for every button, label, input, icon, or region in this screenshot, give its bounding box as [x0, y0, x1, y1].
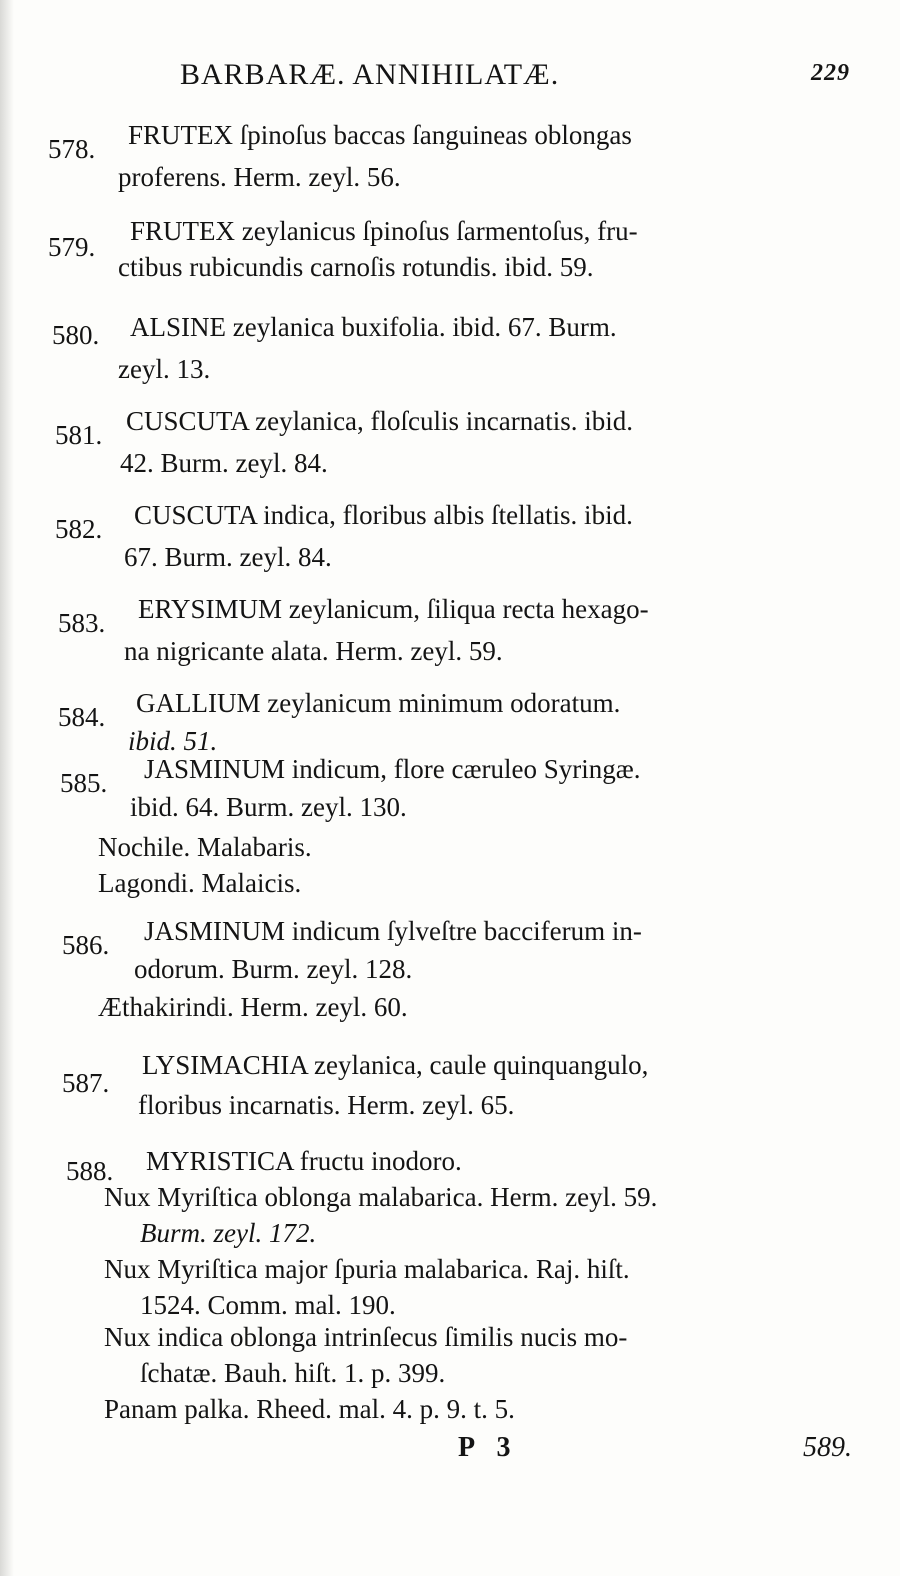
- entry-number: 584.: [58, 702, 106, 732]
- entry-line: Æthakirindi. Herm. zeyl. 60.: [98, 992, 408, 1022]
- entry-line: zeyl. 13.: [118, 354, 211, 384]
- entry-line: JASMINUM indicum, flore cæruleo Syringæ.: [144, 754, 641, 784]
- entry-number: 578.: [48, 134, 96, 164]
- entry-line: CUSCUTA zeylanica, floſculis incarnatis. ibid.: [126, 406, 633, 436]
- entry-line: Nux Myriſtica major ſpuria malabarica. Raj. hiſt.: [104, 1254, 630, 1284]
- entry-line: ſchatæ. Bauh. hiſt. 1. p. 399.: [140, 1358, 446, 1388]
- entry-line: LYSIMACHIA zeylanica, caule quinquangulo,: [142, 1050, 649, 1080]
- entry-number: 581.: [55, 420, 103, 450]
- entry-line: FRUTEX zeylanicus ſpinoſus ſarmentoſus, fru-: [130, 216, 638, 246]
- entry-line: ERYSIMUM zeylanicum, ſiliqua recta hexago-: [138, 594, 649, 624]
- entry-line: CUSCUTA indica, floribus albis ſtellatis. ibid.: [134, 500, 633, 530]
- entry-line: Nux indica oblonga intrinſecus ſimilis nucis mo-: [104, 1322, 628, 1352]
- entry-line: ctibus rubicundis carnoſis rotundis. ibid. 59.: [118, 252, 594, 282]
- page-header: [180, 58, 850, 98]
- entry-number: 588.: [66, 1156, 114, 1186]
- entry-line: 1524. Comm. mal. 190.: [140, 1290, 396, 1320]
- entry-line: Burm. zeyl. 172.: [140, 1218, 317, 1248]
- entry-number: 583.: [58, 608, 106, 638]
- entry-number: 586.: [62, 930, 110, 960]
- page-number: 229: [811, 60, 850, 86]
- entry-line: 67. Burm. zeyl. 84.: [124, 542, 332, 572]
- entry-line: proferens. Herm. zeyl. 56.: [118, 162, 401, 192]
- entry-line: ibid. 64. Burm. zeyl. 130.: [130, 792, 407, 822]
- entry-line: Nochile. Malabaris.: [98, 832, 312, 862]
- entry-line: Lagondi. Malaicis.: [98, 868, 302, 898]
- entry-line: Nux Myriſtica oblonga malabarica. Herm. zeyl. 59.: [104, 1182, 658, 1212]
- entry-line: GALLIUM zeylanicum minimum odoratum.: [136, 688, 621, 718]
- entry-line: ALSINE zeylanica buxifolia. ibid. 67. Burm.: [130, 312, 617, 342]
- signature-mark: P 3: [458, 1432, 519, 1463]
- page-edge-shadow: [0, 0, 14, 1576]
- entry-line: Panam palka. Rheed. mal. 4. p. 9. t. 5.: [104, 1394, 515, 1424]
- running-title: BARBARÆ. ANNIHILATÆ.: [180, 58, 560, 91]
- entry-line: MYRISTICA fructu inodoro.: [146, 1146, 462, 1176]
- entry-number: 585.: [60, 768, 108, 798]
- entry-number: 587.: [62, 1068, 110, 1098]
- entry-line: 42. Burm. zeyl. 84.: [120, 448, 328, 478]
- entry-line: FRUTEX ſpinoſus baccas ſanguineas oblongas: [128, 120, 632, 150]
- entry-number: 582.: [55, 514, 103, 544]
- entry-line: na nigricante alata. Herm. zeyl. 59.: [124, 636, 503, 666]
- entry-number: 580.: [52, 320, 100, 350]
- entry-number: 579.: [48, 232, 96, 262]
- entry-line: floribus incarnatis. Herm. zeyl. 65.: [138, 1090, 515, 1120]
- entry-line: odorum. Burm. zeyl. 128.: [134, 954, 413, 984]
- entry-line: JASMINUM indicum ſylveſtre bacciferum in-: [144, 916, 642, 946]
- entry-line: ibid. 51.: [128, 726, 218, 756]
- catchword: 589.: [803, 1432, 852, 1463]
